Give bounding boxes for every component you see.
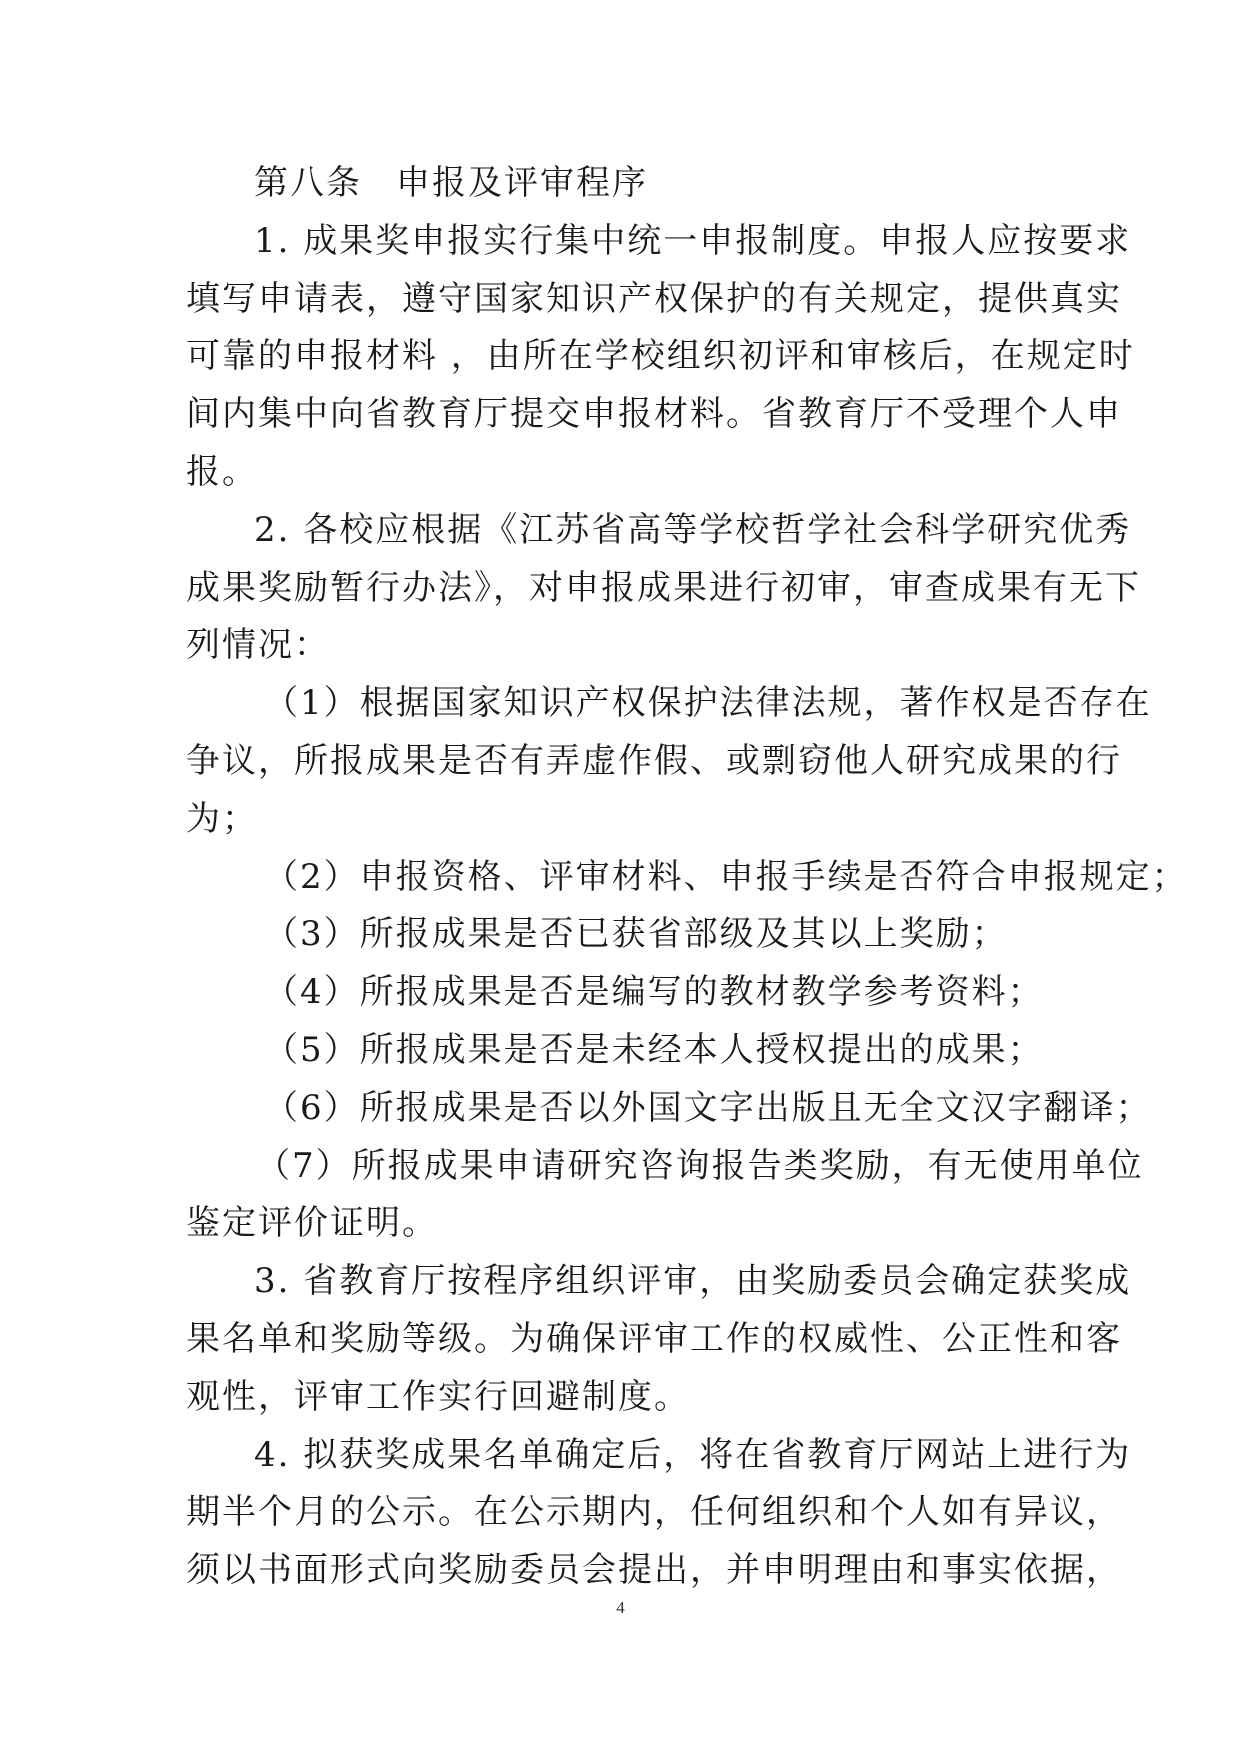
text-line: （7）所报成果申请研究咨询报告类奖励，有无使用单位 <box>256 1145 1144 1186</box>
text-line: 报。 <box>186 451 258 492</box>
text-line: 成果奖励暂行办法》，对申报成果进行初审，审查成果有无下 <box>186 567 1141 608</box>
text-line: 观性，评审工作实行回避制度。 <box>186 1376 690 1417</box>
paragraph-4 <box>186 1427 1132 1600</box>
text-line: 3. 省教育厅按程序组织评审，由奖励委员会确定获奖成 <box>254 1261 1132 1302</box>
text-line: 果名单和奖励等级。为确保评审工作的权威性、公正性和客 <box>186 1318 1122 1359</box>
paragraph-3 <box>186 1253 1132 1426</box>
text-line: 2. 各校应根据《江苏省高等学校哲学社会科学研究优秀 <box>254 509 1132 550</box>
text-line: 期半个月的公示。在公示期内，任何组织和个人如有异议， <box>186 1492 1122 1533</box>
text-line: 可靠的申报材料 ，由所在学校组织初评和审核后，在规定时 <box>186 336 1135 377</box>
paragraph-1 <box>186 213 1135 502</box>
text-line: （1）根据国家知识产权保护法律法规，著作权是否存在 <box>264 683 1152 724</box>
text-line: 填写申请表，遵守国家知识产权保护的有关规定，提供真实 <box>186 278 1122 319</box>
text-line: 鉴定评价证明。 <box>186 1203 438 1244</box>
article-number: 第八条 <box>254 163 362 203</box>
article-heading <box>186 155 1056 213</box>
text-line: （3）所报成果是否已获省部级及其以上奖励； <box>264 914 1008 955</box>
text-line: 列情况： <box>186 625 330 666</box>
page-number: 4 <box>616 1598 625 1617</box>
text-line: 须以书面形式向奖励委员会提出，并申明理由和事实依据， <box>186 1550 1122 1591</box>
text-line: 1. 成果奖申报实行集中统一申报制度。申报人应按要求 <box>254 220 1132 261</box>
text-line: 为； <box>186 798 258 839</box>
text-line: （5）所报成果是否是未经本人授权提出的成果； <box>264 1029 1044 1070</box>
list-item-3 <box>186 906 1056 964</box>
document-body <box>186 155 1188 1600</box>
article-title: 申报及评审程序 <box>396 163 648 203</box>
list-item-7 <box>186 1138 1144 1254</box>
text-line: 间内集中向省教育厅提交申报材料。省教育厅不受理个人申 <box>186 394 1122 435</box>
list-item-4 <box>186 964 1056 1022</box>
list-item-2 <box>186 849 1188 907</box>
list-item-6 <box>186 1080 1152 1138</box>
paragraph-2 <box>186 502 1141 675</box>
text-line: （6）所报成果是否以外国文字出版且无全文汉字翻译； <box>264 1087 1152 1128</box>
list-item-1 <box>186 675 1152 848</box>
text-line: （4）所报成果是否是编写的教材教学参考资料； <box>264 972 1044 1013</box>
text-line: 4. 拟获奖成果名单确定后，将在省教育厅网站上进行为 <box>254 1434 1132 1475</box>
list-item-5 <box>186 1022 1056 1080</box>
text-line: （2）申报资格、评审材料、申报手续是否符合申报规定； <box>264 856 1188 897</box>
text-line: 争议，所报成果是否有弄虚作假、或剽窃他人研究成果的行 <box>186 740 1122 781</box>
